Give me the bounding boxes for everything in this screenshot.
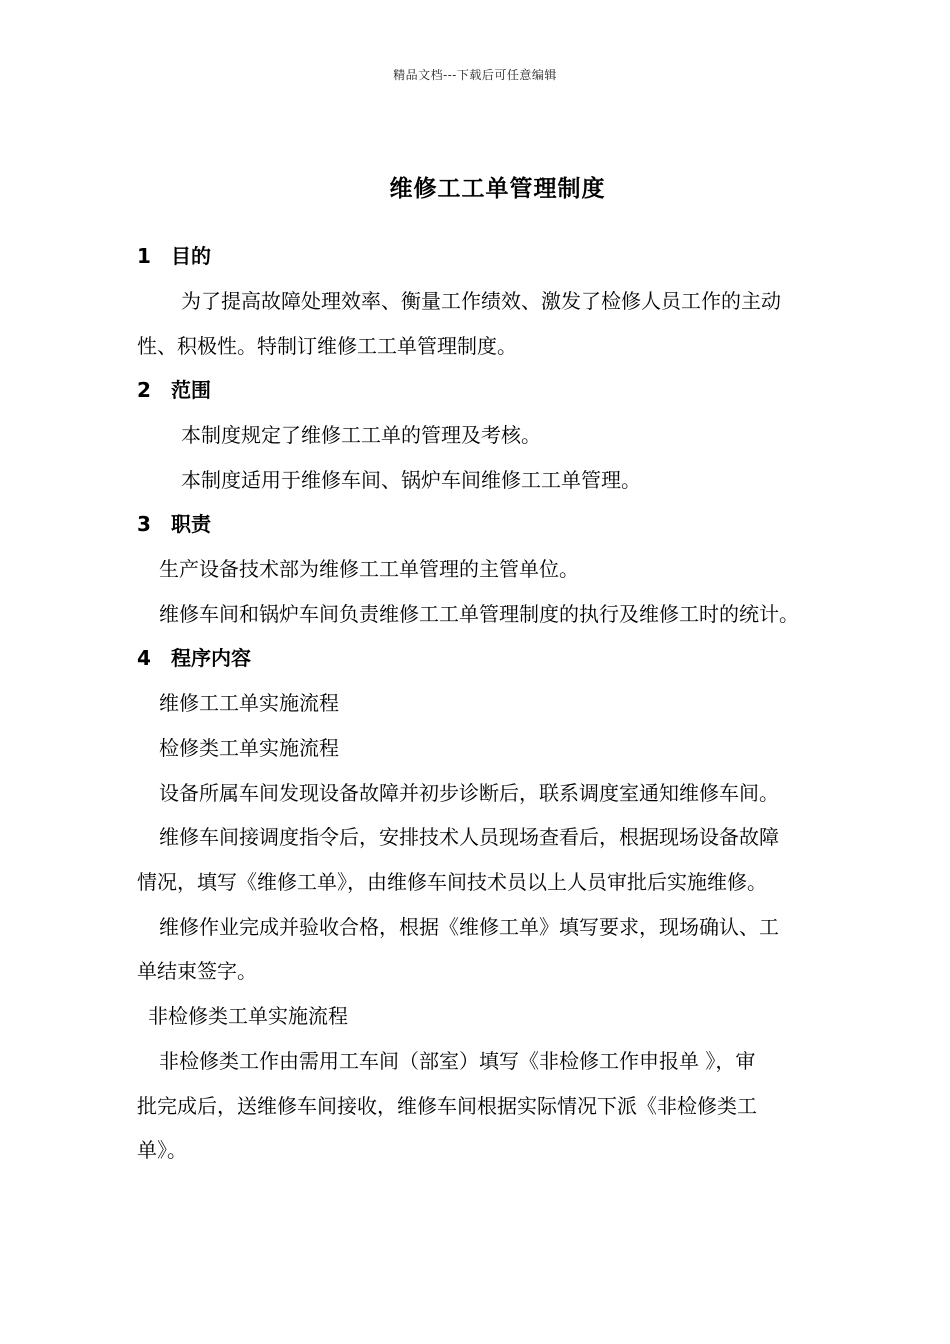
section-number: 4 [137, 646, 151, 670]
section-title: 范围 [171, 378, 211, 402]
section-title: 目的 [171, 244, 211, 268]
paragraph-line: 单结束签字。 [137, 959, 257, 983]
page-header-note: 精品文档---下载后可任意编辑 [393, 68, 557, 82]
section-heading-3 [0, 510, 950, 538]
paragraph-line: 维修作业完成并验收合格，根据《维修工单》填写要求，现场确认、工 [159, 915, 779, 939]
paragraph-line: 单》。 [137, 1138, 187, 1162]
paragraph-line: 维修车间和锅炉车间负责维修工工单管理制度的执行及维修工时的统计。 [159, 602, 799, 626]
section-title: 职责 [171, 512, 211, 536]
paragraph-line: 情况，填写《维修工单》，由维修车间技术员以上人员审批后实施维修。 [137, 870, 767, 894]
paragraph-line: 非检修类工单实施流程 [148, 1004, 348, 1028]
paragraph-line: 批完成后，送维修车间接收，维修车间根据实际情况下派《非检修类工 [137, 1094, 757, 1118]
paragraph-line: 本制度适用于维修车间、锅炉车间维修工工单管理。 [181, 468, 641, 492]
paragraph-line: 本制度规定了维修工工单的管理及考核。 [181, 423, 541, 447]
section-number: 3 [137, 512, 151, 536]
section-number: 2 [137, 378, 151, 402]
section-heading-2 [0, 376, 950, 404]
document-title: 维修工工单管理制度 [389, 176, 606, 202]
section-number: 1 [137, 244, 151, 268]
section-heading-1 [0, 242, 950, 270]
paragraph-line: 性、积极性。特制订维修工工单管理制度。 [137, 334, 517, 358]
section-title: 程序内容 [171, 646, 251, 670]
section-heading-4 [0, 644, 950, 672]
paragraph-line: 为了提高故障处理效率、衡量工作绩效、激发了检修人员工作的主动 [181, 289, 781, 313]
paragraph-line: 检修类工单实施流程 [159, 736, 339, 760]
paragraph-line: 非检修类工作由需用工车间（部室）填写《非检修工作申报单 》，审 [159, 1049, 756, 1073]
paragraph-line: 设备所属车间发现设备故障并初步诊断后，联系调度室通知维修车间。 [159, 781, 779, 805]
paragraph-line: 维修车间接调度指令后，安排技术人员现场查看后，根据现场设备故障 [159, 825, 779, 849]
paragraph-line: 维修工工单实施流程 [159, 691, 339, 715]
paragraph-line: 生产设备技术部为维修工工单管理的主管单位。 [159, 557, 579, 581]
